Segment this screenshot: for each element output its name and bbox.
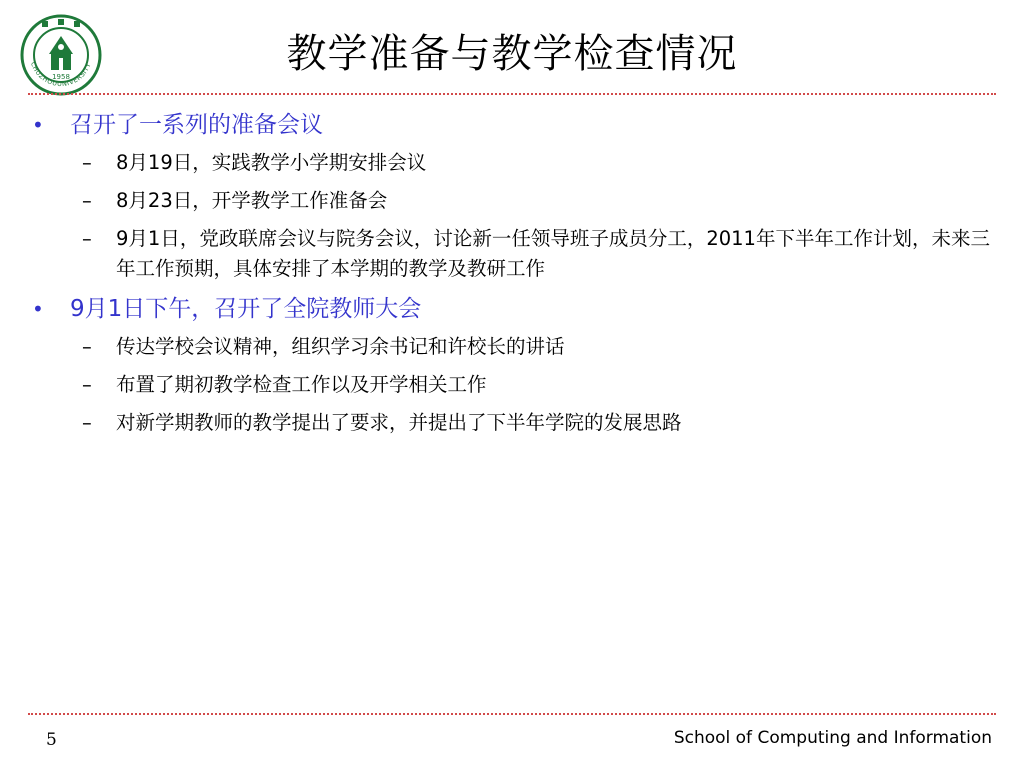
section-heading-2: • 9月1日下午，召开了全院教师大会 xyxy=(28,292,996,326)
list-item: – 布置了期初教学检查工作以及开学相关工作 xyxy=(28,370,996,400)
bottom-divider xyxy=(28,713,996,715)
bullet-dot-icon: • xyxy=(32,113,44,137)
dash-icon: – xyxy=(82,411,92,434)
dash-icon: – xyxy=(82,151,92,174)
list-item: – 传达学校会议精神，组织学习余书记和许校长的讲话 xyxy=(28,332,996,362)
seal-ring-text: CHUZHOUUNIVERSITY xyxy=(28,60,93,89)
top-divider xyxy=(28,93,996,95)
dash-icon: – xyxy=(82,335,92,358)
slide-title: 教学准备与教学检查情况 xyxy=(286,31,738,77)
list-item: – 8月23日，开学教学工作准备会 xyxy=(28,186,996,216)
dash-icon: – xyxy=(82,227,92,250)
dash-icon: – xyxy=(82,189,92,212)
dash-icon: – xyxy=(82,373,92,396)
page-number: 5 xyxy=(46,730,57,750)
seal-year: 1958 xyxy=(52,73,70,81)
bullet-dot-icon: • xyxy=(32,297,44,321)
list-item: – 对新学期教师的教学提出了要求，并提出了下半年学院的发展思路 xyxy=(28,408,996,438)
footer-text: School of Computing and Information xyxy=(673,728,992,748)
section-heading-1: • 召开了一系列的准备会议 xyxy=(28,108,996,142)
list-item: – 8月19日，实践教学小学期安排会议 xyxy=(28,148,996,178)
slide-content xyxy=(28,108,996,446)
list-item: – 9月1日，党政联席会议与院务会议，讨论新一任领导班子成员分工，2011年下半年工作计划，未来三年工作预期，具体安排了本学期的教学及教研工作 xyxy=(28,224,996,284)
